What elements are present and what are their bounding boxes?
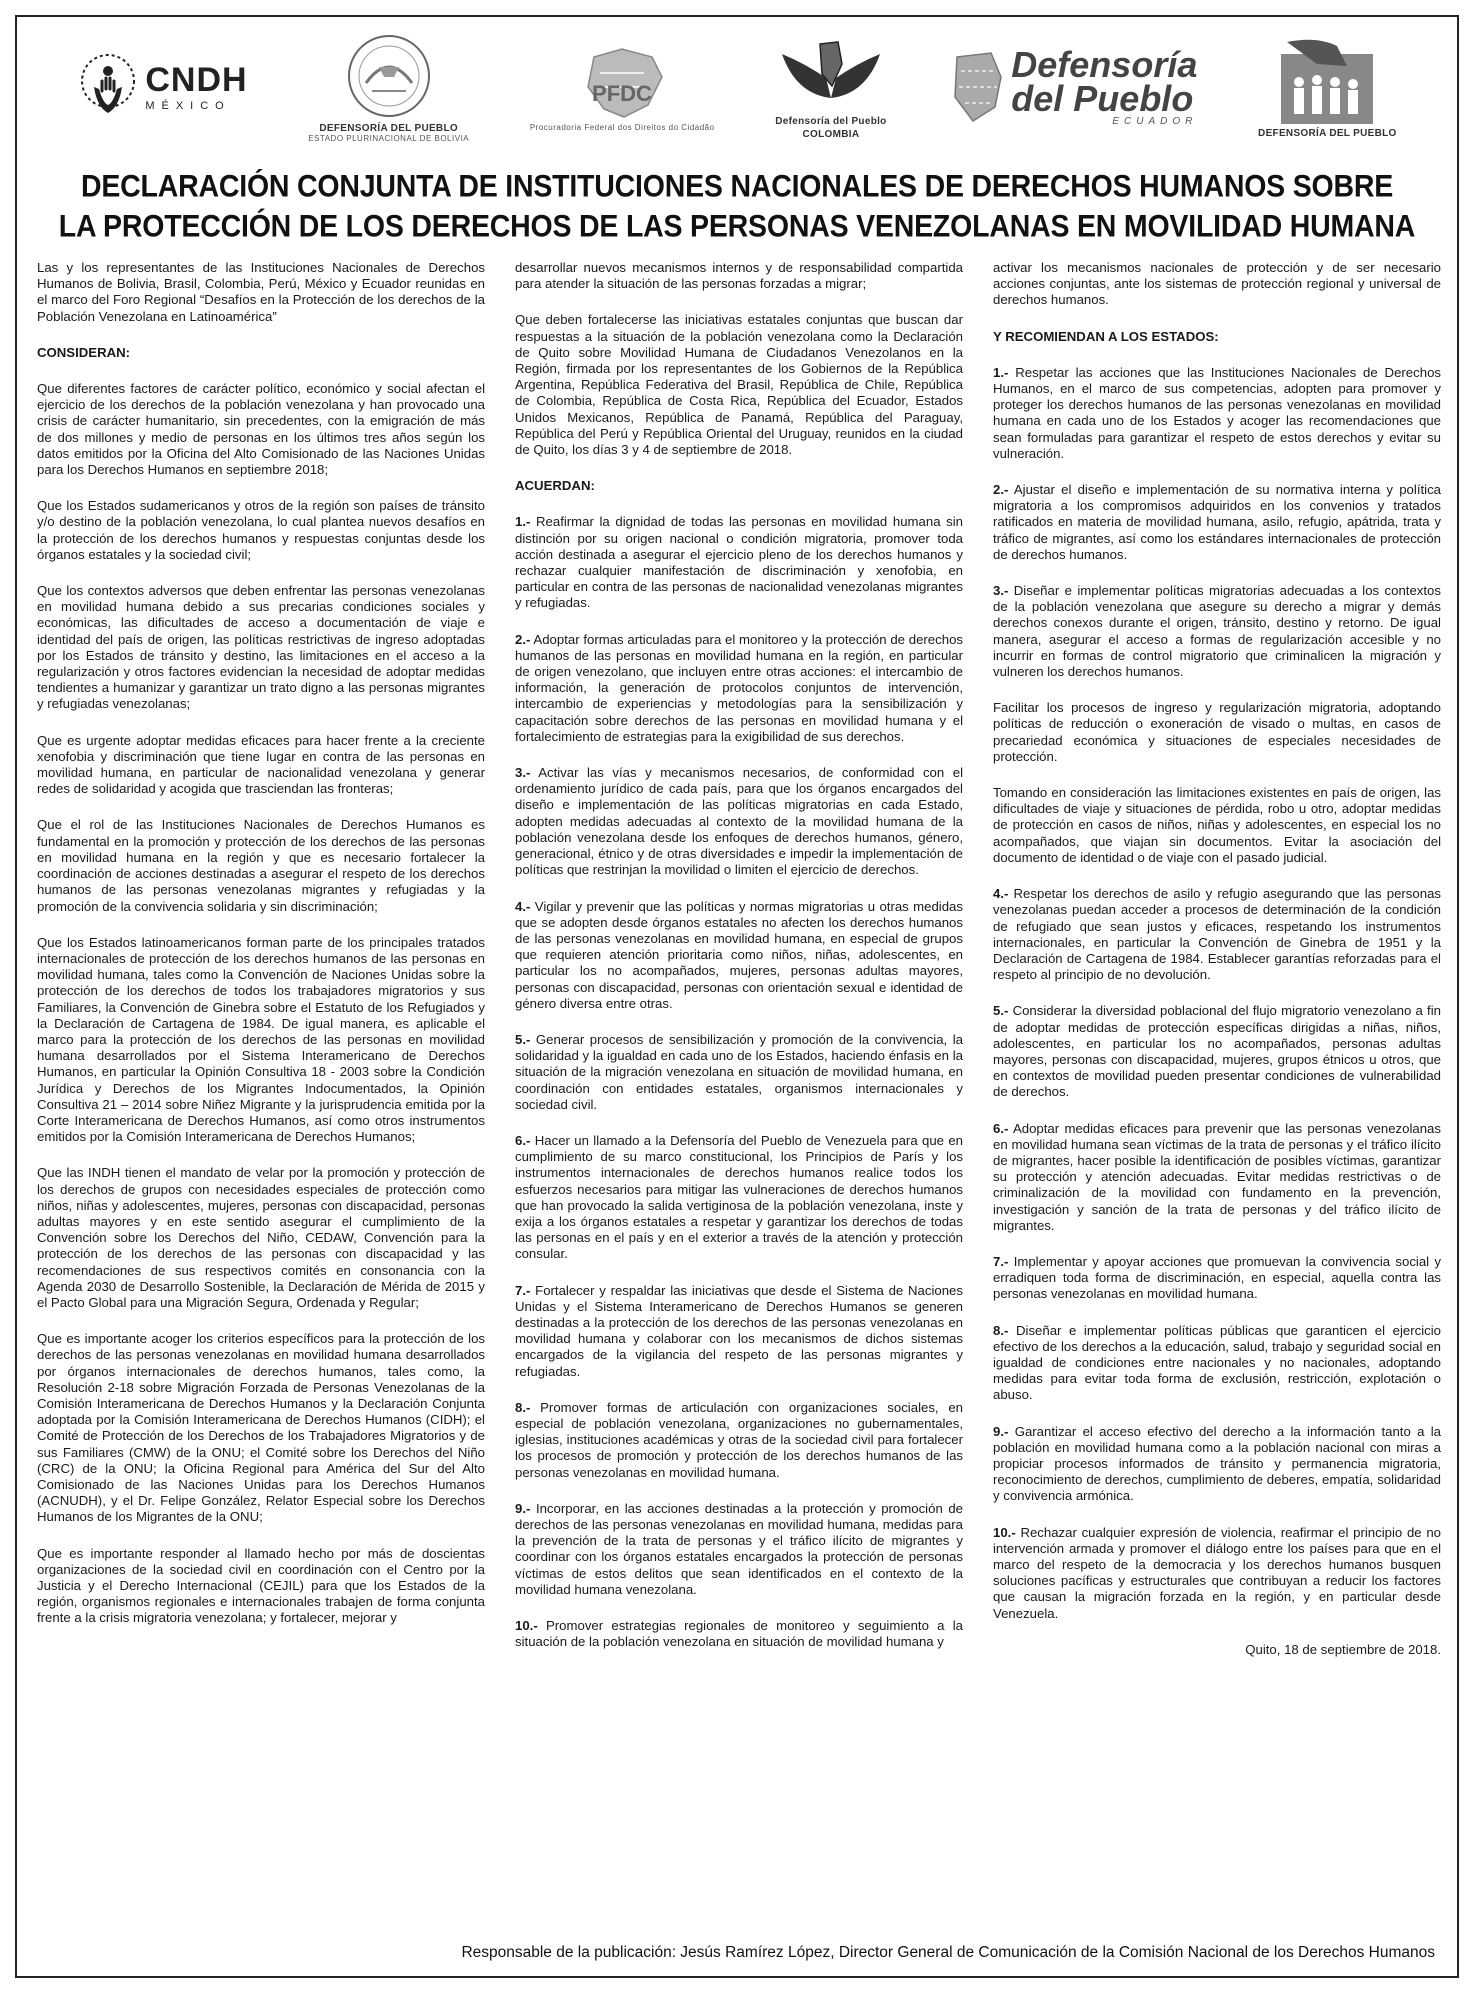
acuerdo-item <box>515 1032 963 1113</box>
pfdc-logo <box>530 22 715 152</box>
recomendacion-text: Ajustar el diseño e implementación de su normativa interna y política migratoria a los compromisos adquiridos en los convenios y tratados ratificados en materia de movilidad humana, asilo, refugio, apátrida, trata y tráfico de migrantes, así como los estándares internacionales de protección de derechos humanos. <box>993 482 1441 562</box>
colombia-logo-caption: Defensoría del Pueblo <box>775 116 887 127</box>
recomendacion-text: Respetar las acciones que las Instituciones Nacionales de Derechos Humanos, en el marco de sus competencias, adopten para promover y proteger los derechos humanos de las personas venezolanas en movilidad humana en cada uno de los Estados y acoger las recomendaciones que sean formuladas para garantizar el respeto de estos derechos y evitar su vulneración. <box>993 364 1441 461</box>
recomendacion-item <box>993 1424 1441 1505</box>
text-columns <box>37 260 1441 1905</box>
acuerdo-number: 5.- <box>515 1031 531 1047</box>
newspaper-page <box>15 15 1459 1978</box>
acuerdo-text: Generar procesos de sensibilización y promoción de la convivencia, la solidaridad y la igualdad en cada uno de los Estados, haciendo énfasis en la situación de la migración venezolana en situación de movilidad humana, en coordinación con entidades estatales, organismos internacionales y sociedad civil. <box>515 1031 963 1112</box>
consideran-heading: CONSIDERAN: <box>37 344 131 360</box>
acuerdo-text: Incorporar, en las acciones destinadas a la protección y promoción de derechos de las personas venezolanas en movilidad humana, medidas para la prevención de la trata de personas y el tráfico ilícito de migrantes y coordinar con los órganos estatales encargados la protección de personas víctimas de estos delitos que sean identificados en el contexto de la movilidad humana venezolana. <box>515 1500 963 1597</box>
ecuador-map-icon <box>947 47 1007 127</box>
recomendacion-item <box>993 1003 1441 1100</box>
acuerdo-item <box>515 632 963 745</box>
considerando-paragraph: Que las INDH tienen el mandato de velar por la promoción y protección de los derechos de grupos con necesidades especiales de protección como niños, niñas y adolescentes, mujeres, personas con discapacidad, personas adultas mayores y en este sentido asegurar el cumplimiento de la Convención sobre los Derechos del Niño, CEDAW, Convención para la protección de los derechos de las personas con discapacidad y las recomendaciones de sus respectivos comités en consonancia con la Agenda 2030 de Desarrollo Sostenible, la Declaración de Mérida de 2015 y el Pacto Global para una Migración Segura, Ordenada y Regular; <box>37 1165 485 1310</box>
cndh-logo <box>77 22 247 152</box>
recomendacion-number: 5.- <box>993 1003 1009 1019</box>
recomendacion-item <box>993 583 1441 680</box>
cndh-logo-country: MÉXICO <box>145 99 231 112</box>
column-3 <box>993 260 1441 1905</box>
bolivia-logo-sub: ESTADO PLURINACIONAL DE BOLIVIA <box>308 134 470 143</box>
ecuador-logo <box>947 22 1197 152</box>
acuerdo-item <box>515 899 963 1012</box>
considerando-paragraph: Que los Estados sudamericanos y otros de la región son países de tránsito y/o destino de la población venezolana, lo cual plantea nuevos desafíos en la protección de los derechos humanos y respuestas conjuntas desde los órganos estatales y la sociedad civil; <box>37 498 485 562</box>
recomendacion-item <box>993 365 1441 462</box>
colombia-logo-country: COLOMBIA <box>802 129 860 140</box>
considerando-paragraph: Que es importante acoger los criterios específicos para la protección de los derechos de las personas venezolanas en movilidad humana desarrollados por órganos internacionales de derechos humanos, tales como, la Resolución 2-18 sobre Migración Forzada de Personas Venezolanas de la Comisión Interamericana de Derechos Humanos y la Declaración Conjunta adoptada por la Comisión Interamericana de Derechos Humanos (CIDH); el Comité de Protección de los Derechos de los Trabajadores Migratorios y de sus Familiares (CMW) de la ONU; el Comité sobre los Derechos del Niño (CRC) de la ONU; la Oficina Regional para América del Sur del Alto Comisionado de las Naciones Unidas para los Derechos Humanos (ACNUDH), y el Dr. Felipe González, Relator Especial sobre los Derechos Humanos de los Migrantes de la ONU; <box>37 1331 485 1525</box>
acuerdo-text: Reafirmar la dignidad de todas las personas en movilidad humana sin distinción por su origen nacional o condición migratoria, promover toda acción destinada a asegurar el ejercicio pleno de los derechos humanos y rechazar cualquier manifestación de discriminación y xenofobia, en particular en contra de las personas de nacionalidad venezolanas migrantes y refugiadas. <box>515 514 963 611</box>
recomendacion-number: 1.- <box>993 364 1009 380</box>
recomendacion-item <box>993 1121 1441 1234</box>
continued-paragraph: desarrollar nuevos mecanismos internos y de responsabilidad compartida para atender la situación de las personas forzadas a migrar; <box>515 260 963 292</box>
acuerdo-item <box>515 1400 963 1481</box>
considerando-paragraph: Que los Estados latinoamericanos forman parte de los principales tratados internacionales de protección de los derechos humanos de las personas en movilidad humana, tales como la Convención de Naciones Unidas sobre la protección de los derechos de todos los trabajadores migratorios y sus Familiares, la Convención de Ginebra sobre el Estatuto de los Refugiados y la Declaración de Cartagena de 1984. De igual manera, es aplicable el marco para la protección de los derechos de las personas en movilidad humana desarrollados por el Sistema Interamericano de Derechos Humanos, en particular la Opinión Consultiva 18 - 2003 sobre la Condición Jurídica y Derechos de los Migrantes Indocumentados, la Opinión Consultiva 21 – 2014 sobre Niñez Migrante y la jurisprudencia emitida por la Corte Interamericana de Derechos Humanos, así como otros instrumentos emitidos por la Comisión Interamericana de Derechos Humanos; <box>37 934 485 1145</box>
recomendacion-paragraph: Facilitar los procesos de ingreso y regularización migratoria, adoptando políticas de reducción o exoneración de visado o multas, en casos de precariedad económica y situaciones de especiales necesidades de protección. <box>993 700 1441 764</box>
recomendacion-number: 4.- <box>993 886 1009 902</box>
acuerdo-text: Promover estrategias regionales de monitoreo y seguimiento a la situación de la población venezolana en situación de movilidad humana y <box>515 1618 963 1650</box>
intro-paragraph: Las y los representantes de las Instituciones Nacionales de Derechos Humanos de Bolivia, Brasil, Colombia, Perú, México y Ecuador reunidas en el marco del Foro Regional “Desafíos en la Protección de los derechos de la Población Venezolana en Latinoamérica” <box>37 260 485 324</box>
colombia-wings-icon <box>776 34 886 114</box>
column-1 <box>37 260 485 1905</box>
acuerdo-number: 10.- <box>515 1618 538 1634</box>
recomendacion-number: 8.- <box>993 1322 1009 1338</box>
recomendacion-item <box>993 1254 1441 1303</box>
continued-paragraph: activar los mecanismos nacionales de protección y de ser necesario acciones conjuntas, ante los sistemas de protección regional y universal de derechos humanos. <box>993 260 1441 308</box>
logo-strip <box>17 17 1457 157</box>
considerando-paragraph: Que es importante responder al llamado hecho por más de doscientas organizaciones de la sociedad civil en coordinación con el Centro por la Justicia y el Derecho Internacional (CEJIL) para que los Estados de la región, organismos regionales e internacionales trabajen de forma conjunta frente a la crisis migratoria venezolana; y fortalecer, mejorar y <box>37 1545 485 1626</box>
recomendacion-text: Adoptar medidas eficaces para prevenir que las personas venezolanas en movilidad humana sean víctimas de la trata de personas y el tráfico ilícito de migrantes, hacer posible la identificación de posibles víctimas, garantizar su protección y atención adecuadas. Evitar medidas restrictivas o de criminalización de la movilidad con fundamento en la prevención, investigación y sanción de la trata de personas y del tráfico ilícito de migrantes. <box>993 1120 1441 1233</box>
acuerdo-item <box>515 1283 963 1380</box>
recomendacion-text: Diseñar e implementar políticas públicas que garanticen el ejercicio efectivo de los derechos a la educación, salud, trabajo y seguridad social en igualdad de condiciones entre nacionales y no nacionales, adoptando medidas para evitar toda forma de exclusión, restricción, explotación o abuso. <box>993 1322 1441 1403</box>
bolivia-emblem-icon <box>344 31 434 121</box>
acuerdo-number: 3.- <box>515 765 531 781</box>
recomendacion-number: 9.- <box>993 1423 1009 1439</box>
brazil-map-icon <box>574 43 670 123</box>
acuerdo-number: 2.- <box>515 631 531 647</box>
recomendacion-item <box>993 482 1441 563</box>
recomendacion-item <box>993 886 1441 983</box>
acuerdo-item <box>515 765 963 878</box>
venezuela-logo <box>1258 22 1397 152</box>
recomendacion-text: Considerar la diversidad poblacional del flujo migratorio venezolano a fin de adoptar medidas de protección específicas dirigidas a niñas, niños, adolescentes, en particular los no acompañados, personas adultas mayores, personas con discapacidad, mujeres, grupos étnicos u otros, que en contextos de movilidad pueden presentar condiciones de vulnerabilidad de derechos. <box>993 1003 1441 1100</box>
bolivia-logo <box>308 22 469 152</box>
svg-text:PFDC: PFDC <box>592 80 653 106</box>
signing-date: Quito, 18 de septiembre de 2018. <box>1245 1641 1441 1657</box>
recomendacion-number: 6.- <box>993 1120 1009 1136</box>
considerando-paragraph: Que deben fortalecerse las iniciativas estatales conjuntas que buscan dar respuestas a la situación de la población venezolana como la Declaración de Quito sobre Movilidad Humana de Ciudadanos Venezolanos en la Región, firmada por los representantes de los Gobiernos de la República Argentina, República Federativa del Brasil, República de Chile, República de Colombia, República de Costa Rica, República del Ecuador, Estados Unidos Mexicanos, República de Panamá, República del Paraguay, República del Perú y República Oriental del Uruguay, reunidos en la ciudad de Quito, los días 3 y 4 de septiembre de 2018. <box>515 312 963 458</box>
cndh-emblem-icon <box>77 51 139 123</box>
column-2 <box>515 260 963 1905</box>
recomendacion-number: 10.- <box>993 1524 1016 1540</box>
recomendacion-text: Diseñar e implementar políticas migratorias adecuadas a los contextos de la población venezolana que asegure su derecho a migrar y demás derechos conexos durante el origen, tránsito, destino y retorno. De igual manera, asegurar el acceso a formas de regularización accesible y no incurrir en formas de control migratorio que criminalicen la migración y vulneren los derechos humanos. <box>993 583 1441 680</box>
venezuela-logo-caption: DEFENSORÍA DEL PUEBLO <box>1258 127 1397 139</box>
acuerdo-item <box>515 1501 963 1598</box>
acuerdo-text: Vigilar y prevenir que las políticas y normas migratorias u otras medidas que se adopten desde órganos estatales no afecten los derechos humanos de las personas venezolanas en movilidad humana, en especial de grupos que requieren atención prioritaria como niños, niñas, adolescentes, en particular los no acompañados, mujeres, personas adultas mayores, personas con discapacidad, personas con orientación sexual e identidad de género diversa entre otras. <box>515 898 963 1011</box>
acuerdo-text: Fortalecer y respaldar las iniciativas que desde el Sistema de Naciones Unidas y el Sistema Interamericano de Derechos Humanos se generen destinadas a la protección de los derechos de las personas venezolanas en movilidad humana y colaborar con los mecanismos de dichos sistemas encargados de la vigilancia del respeto de las personas migrantes y refugiadas. <box>515 1282 963 1379</box>
acuerdo-text: Promover formas de articulación con organizaciones sociales, en especial de población venezolana, organizaciones no gubernamentales, iglesias, instituciones académicas y otras de la sociedad civil para fortalecer los procesos de promoción y protección de los derechos humanos de las personas venezolanas en movilidad humana. <box>515 1399 963 1480</box>
acuerdo-number: 6.- <box>515 1132 531 1148</box>
considerando-paragraph: Que el rol de las Instituciones Nacionales de Derechos Humanos es fundamental en la promoción y protección de los derechos de las personas en movilidad humana en la región y que es necesario fortalecer la coordinación de acciones destinadas a asegurar el respeto de los derechos humanos de las personas venezolanas migrantes y refugiadas y la promoción de la convivencia solidaria y sin discriminación; <box>37 817 485 914</box>
ecuador-logo-country: ECUADOR <box>1112 115 1198 127</box>
acuerdo-text: Hacer un llamado a la Defensoría del Pueblo de Venezuela para que en cumplimiento de su marco constitucional, los Principios de París y los instrumentos internacionales de derechos humanos realice todos los esfuerzos necesarios para mitigar las vulneraciones de derechos humanos que han provocado la salida vertiginosa de la población venezolana, inste y exija a los órganos estatales a respetar y garantizar los derechos de todas las personas en el país y en el exterior a través de la atención y protección consular. <box>515 1132 964 1262</box>
colombia-logo <box>775 22 886 152</box>
pfdc-logo-sub: Procuradoria Federal dos Direitos do Cidadão <box>529 122 715 132</box>
recomendacion-item <box>993 1525 1441 1622</box>
acuerdo-text: Adoptar formas articuladas para el monitoreo y la protección de derechos humanos de las personas en movilidad humana en la región, en particular de origen venezolano, que incluyen entre otras acciones: el intercambio de información, la generación de protocolos conjuntos de intervención, intercambio de experiencias y metodologías para la sensibilización y capacitación sobre derechos de las personas en movilidad humana y el fortalecimiento de estrategias para la exigibilidad de sus derechos. <box>515 631 963 744</box>
acuerdo-number: 9.- <box>515 1500 531 1516</box>
recomendacion-item <box>993 1323 1441 1404</box>
considerando-paragraph: Que los contextos adversos que deben enfrentar las personas venezolanas en movilidad humana debido a sus precarias condiciones sociales y económicas, las dificultades de acceso a documentación de viaje e identidad del país de origen, las políticas restrictivas de ingreso adoptadas por los Estados de tránsito y destino, las limitaciones en el acceso a la regularización y otros factores evidencian la necesidad de adoptar medidas tendientes a humanizar y garantizar un trato digno a las personas migrantes y refugiadas venezolanas; <box>37 583 485 712</box>
publication-credit: Responsable de la publicación: Jesús Ramírez López, Director General de Comunicación de la Comisión Nacional de los Derechos Humanos <box>461 1944 1435 1961</box>
recomendacion-number: 3.- <box>993 583 1009 599</box>
recomendacion-number: 2.- <box>993 482 1009 498</box>
acuerdo-item <box>515 1133 963 1263</box>
recomendacion-text: Respetar los derechos de asilo y refugio asegurando que las personas venezolanas puedan acceder a procesos de determinación de la condición de refugiado que sean justos y eficaces, respetando los instrumentos internacionales, en particular la Convención de Ginebra de 1951 y la Declaración de Cartagena de 1984. Establecer garantías reforzadas para el respeto al principio de no devolución. <box>993 886 1441 983</box>
venezuela-people-icon <box>1277 36 1377 126</box>
title-line-1: DECLARACIÓN CONJUNTA DE INSTITUCIONES NACIONALES DE DERECHOS HUMANOS SOBRE <box>80 169 1394 205</box>
cndh-logo-name: CNDH <box>145 60 248 99</box>
bolivia-logo-caption: DEFENSORÍA DEL PUEBLO <box>319 123 458 134</box>
recomiendan-heading: Y RECOMIENDAN A LOS ESTADOS: <box>993 328 1219 344</box>
acuerdo-number: 8.- <box>515 1399 531 1415</box>
acuerdo-number: 7.- <box>515 1282 531 1298</box>
considerando-paragraph: Que es urgente adoptar medidas eficaces para hacer frente a la creciente xenofobia y discriminación que tiene lugar en contra de las personas en movilidad humana, en particular de nacionalidad venezolana y generar redes de solidaridad y acogida que trasciendan las fronteras; <box>37 732 485 797</box>
recomendacion-text: Implementar y apoyar acciones que promuevan la convivencia social y erradiquen toda forma de discriminación, en especial, aquella contra las personas venezolanas en movilidad humana. <box>993 1253 1441 1302</box>
recomendacion-paragraph: Tomando en consideración las limitaciones existentes en país de origen, las dificultades de viaje y situaciones de pérdida, robo u otro, adoptar medidas de protección en casos de niños, niñas y adolescentes, en especial los no acompañados, que viajan sin documentos. Evitar la asociación del documento de identidad o de viaje con el pasado judicial. <box>993 785 1441 865</box>
acuerdo-text: Activar las vías y mecanismos necesarios, de conformidad con el ordenamiento jurídico de cada país, para que los órganos encargados del diseño e implementación de las políticas migratorias en cada Estado, adopten medidas adecuadas al contexto de la movilidad humana de la población venezolana desde los enfoques de derechos humanos, género, generacional, étnico y de otras diversidades e impedir la implementación de políticas que restrinjan la movilidad o limiten el ejercicio de derechos. <box>515 765 964 878</box>
title-line-2: LA PROTECCIÓN DE LOS DERECHOS DE LAS PERSONAS VENEZOLANAS EN MOVILIDAD HUMANA <box>58 208 1416 244</box>
page-title <box>17 167 1457 246</box>
ecuador-logo-line1: Defensoría <box>1011 43 1198 85</box>
recomendacion-text: Rechazar cualquier expresión de violencia, reafirmar el principio de no intervención armada y promover el diálogo entre los países para que en el marco del respeto de la democracia y los derechos humanos busquen soluciones pacíficas y estructurales que contribuyan a reducir los factores que causan la migración forzada en la región, y en particular desde Venezuela. <box>993 1524 1441 1621</box>
acuerdo-number: 4.- <box>515 898 531 914</box>
acuerdo-number: 1.- <box>515 514 531 530</box>
considerando-paragraph: Que diferentes factores de carácter político, económico y social afectan el ejercicio de los derechos de la población venezolana y han provocado una crisis de carácter humanitario, sin precedentes, con la emigración de más de dos millones y medio de personas en los últimos tres años según los datos emitidos por la Oficina del Alto Comisionado de las Naciones Unidas para los Derechos Humanos en septiembre 2018; <box>37 381 485 478</box>
ecuador-logo-line2: del Pueblo <box>1011 77 1194 119</box>
acuerdan-heading: ACUERDAN: <box>515 478 595 494</box>
acuerdo-item <box>515 1618 963 1650</box>
recomendacion-text: Garantizar el acceso efectivo del derecho a la información tanto a la población en movilidad humana como a la población nacional con miras a propiciar procesos informados de tránsito y permanencia migratoria, reconocimiento de derechos, cumplimiento de deberes, empatía, solidaridad y convivencia armónica. <box>993 1423 1442 1504</box>
acuerdo-item <box>515 514 963 611</box>
recomendacion-number: 7.- <box>993 1253 1009 1269</box>
